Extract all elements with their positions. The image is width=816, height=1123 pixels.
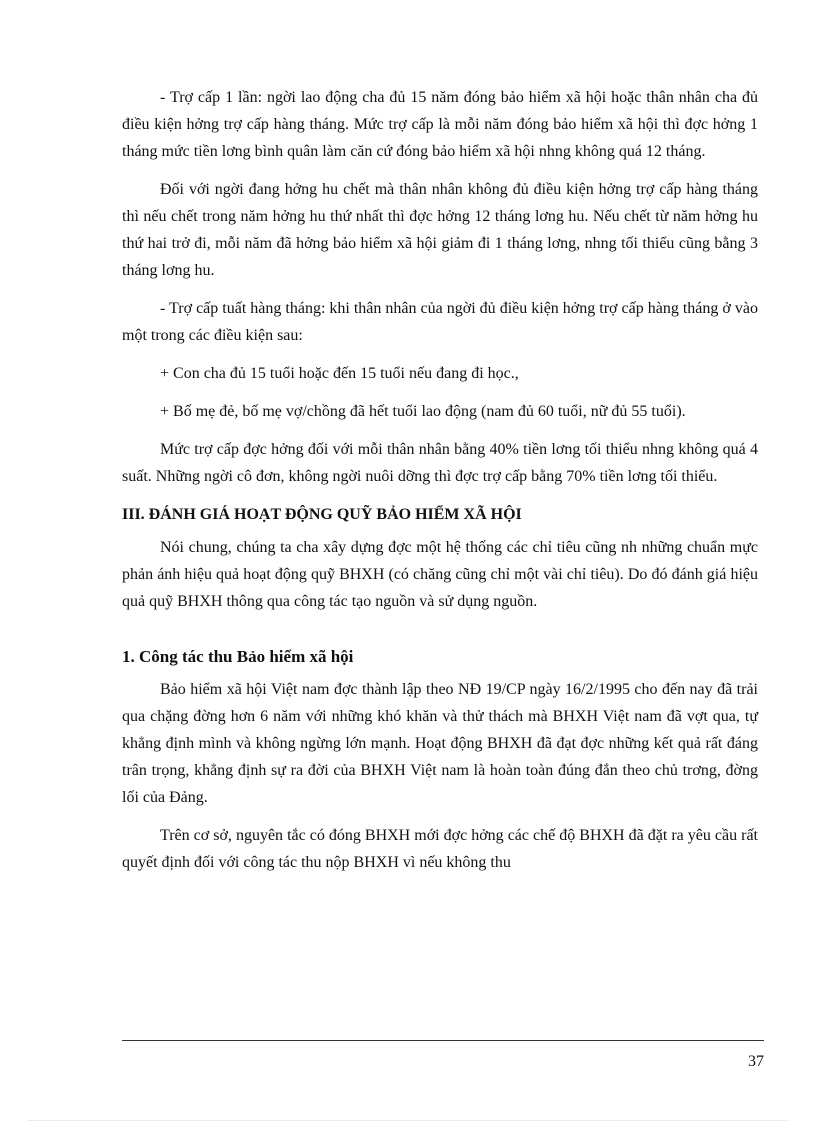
paragraph-collection-principle: Trên cơ sở, nguyên tắc có đóng BHXH mới đợc hởng các chế độ BHXH đã đặt ra yêu cầu rất quyết định đối với công tác thu nộp BHXH vì nếu không thu	[122, 827, 758, 871]
page-number: 37	[748, 1053, 764, 1070]
footer-rule	[122, 1040, 764, 1041]
page-content	[122, 84, 758, 887]
list-item-parents: + Bố mẹ đẻ, bố mẹ vợ/chồng đã hết tuổi lao động (nam đủ 60 tuổi, nữ đủ 55 tuổi).	[160, 403, 686, 420]
subsection-heading: 1. Công tác thu Bảo hiểm xã hội	[122, 647, 354, 666]
paragraph-bhxh-history: Bảo hiểm xã hội Việt nam đợc thành lập theo NĐ 19/CP ngày 16/2/1995 cho đến nay đã trải qua chặng đờng hơn 6 năm với những khó khăn và thử thách mà BHXH Việt nam đã vợt qua, tự khẳng định mình và không ngừng lớn mạnh. Hoạt động BHXH đã đạt đợc những kết quả rất đáng trân trọng, khẳng định sự ra đời của BHXH Việt nam là hoàn toàn đúng đắn theo chủ trơng, đờng lối của Đảng.	[122, 681, 758, 806]
section-heading: III. ĐÁNH GIÁ HOẠT ĐỘNG QUỸ BẢO HIỂM XÃ HỘI	[122, 506, 522, 523]
page-edge-divider	[28, 1120, 788, 1121]
paragraph-monthly-survivor-allowance: - Trợ cấp tuất hàng tháng: khi thân nhân của ngời đủ điều kiện hởng trợ cấp hàng tháng ở vào một trong các điều kiện sau:	[122, 300, 758, 344]
paragraph-allowance-level: Mức trợ cấp đợc hởng đối với mỗi thân nhân bằng 40% tiền lơng tối thiểu nhng không quá 4 suất. Những ngời cô đơn, không ngời nuôi dỡng thì đợc trợ cấp bằng 70% tiền lơng tối thiểu.	[122, 441, 758, 485]
list-item-children: + Con cha đủ 15 tuổi hoặc đến 15 tuổi nếu đang đi học.,	[160, 365, 519, 382]
paragraph-pensioner-death: Đối với ngời đang hởng hu chết mà thân nhân không đủ điều kiện hởng trợ cấp hàng tháng thì nếu chết trong năm hởng hu thứ nhất thì đợc hởng 12 tháng lơng hu. Nếu chết từ năm hởng hu thứ hai trở đi, mỗi năm đã hởng bảo hiểm xã hội giảm đi 1 tháng lơng, nhng tối thiểu cũng bằng 3 tháng lơng hu.	[122, 181, 758, 279]
paragraph-section-intro: Nói chung, chúng ta cha xây dựng đợc một hệ thống các chỉ tiêu cũng nh những chuẩn mực phản ánh hiệu quả hoạt động quỹ BHXH (có chăng cũng chỉ một vài chỉ tiêu). Do đó đánh giá hiệu quả quỹ BHXH thông qua công tác tạo nguồn và sử dụng nguồn.	[122, 539, 758, 610]
paragraph-lump-sum-allowance: - Trợ cấp 1 lần: ngời lao động cha đủ 15 năm đóng bảo hiểm xã hội hoặc thân nhân cha đủ điều kiện hởng trợ cấp hàng tháng. Mức trợ cấp là mỗi năm đóng bảo hiểm xã hội thì đợc hởng 1 tháng mức tiền lơng bình quân làm căn cứ đóng bảo hiểm xã hội nhng không quá 12 tháng.	[122, 89, 758, 160]
